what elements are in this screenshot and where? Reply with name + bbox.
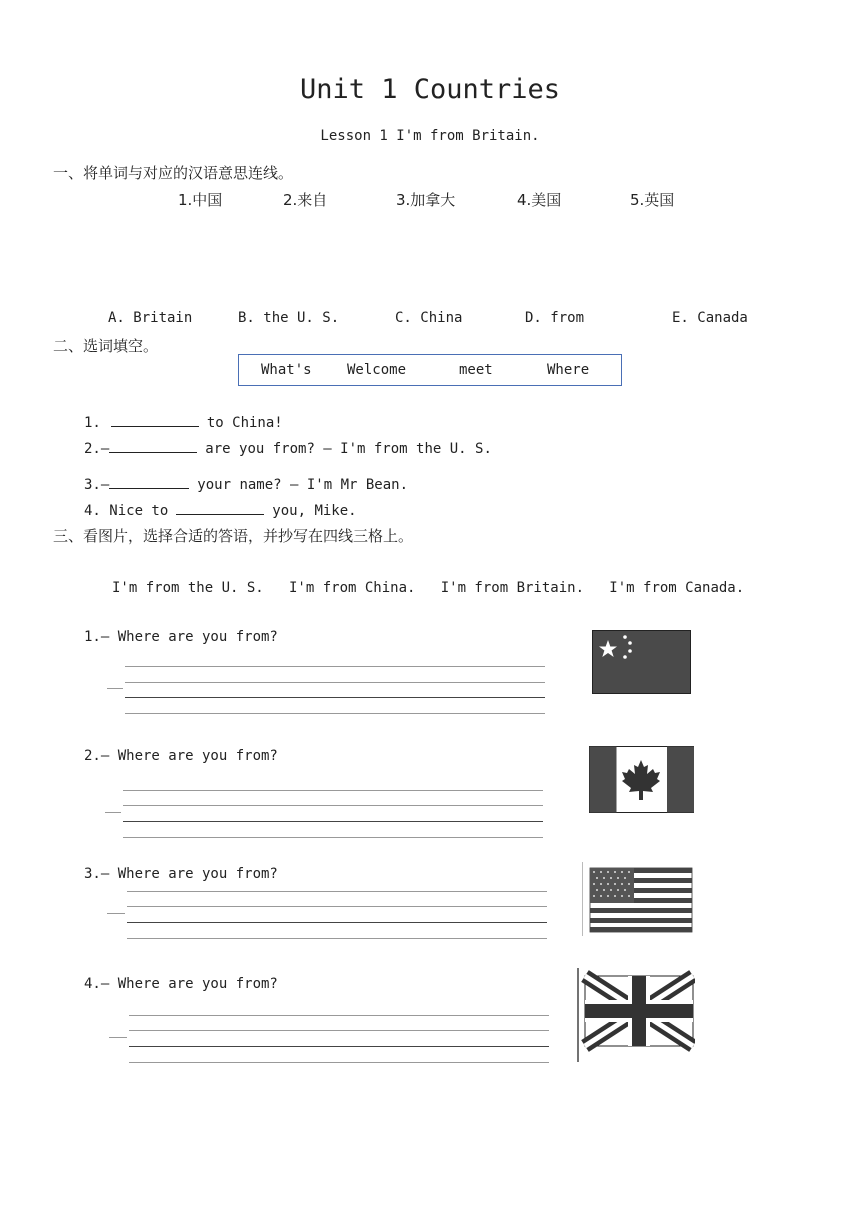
writing-lines-1[interactable] — [107, 666, 547, 721]
english-option-d: D. from — [525, 310, 585, 326]
section1-heading: 一、将单词与对应的汉语意思连线。 — [53, 164, 294, 182]
writing-lines-4[interactable] — [109, 1015, 551, 1070]
fill-question-4: 4. Nice to you, Mike. — [84, 500, 357, 519]
english-option-b: B. the U. S. — [238, 310, 340, 326]
flag-question-3: 3.— Where are you from? — [84, 866, 278, 882]
canada-flag-icon — [589, 746, 695, 814]
flag-question-4: 4.— Where are you from? — [84, 976, 278, 992]
english-option-e: E. Canada — [672, 310, 748, 326]
lesson-title: Lesson 1 I'm from Britain. — [320, 128, 540, 144]
word-bank-item: What's — [261, 362, 312, 378]
chinese-word-5: 5.英国 — [630, 191, 675, 209]
answer-blank[interactable] — [109, 474, 189, 489]
usa-flag-icon — [582, 862, 694, 936]
answer-blank[interactable] — [176, 500, 264, 515]
flag-question-1: 1.— Where are you from? — [84, 629, 278, 645]
english-option-c: C. China — [395, 310, 463, 326]
section3-heading: 三、看图片，选择合适的答语，并抄写在四线三格上。 — [53, 527, 414, 545]
page-title: Unit 1 Countries — [299, 74, 561, 105]
fill-question-1: 1. to China! — [84, 412, 283, 431]
writing-lines-3[interactable] — [107, 891, 549, 946]
writing-lines-2[interactable] — [105, 790, 545, 845]
answer-blank[interactable] — [111, 412, 199, 427]
english-option-a: A. Britain — [108, 310, 193, 326]
fill-question-2: 2.— are you from? — I'm from the U. S. — [84, 438, 492, 457]
uk-flag-icon — [577, 968, 695, 1062]
section2-heading: 二、选词填空。 — [53, 337, 159, 355]
word-bank-item: Welcome — [347, 362, 407, 378]
word-bank-box — [238, 354, 622, 386]
word-bank-item: meet — [459, 362, 493, 378]
chinese-word-2: 2.来自 — [283, 191, 328, 209]
answer-blank[interactable] — [109, 438, 197, 453]
chinese-word-3: 3.加拿大 — [396, 191, 456, 209]
answer-options: I'm from the U. S. I'm from China. I'm from Britain. I'm from Canada. — [112, 580, 745, 596]
chinese-word-4: 4.美国 — [517, 191, 562, 209]
fill-question-3: 3.— your name? — I'm Mr Bean. — [84, 474, 408, 493]
china-flag-icon — [592, 630, 692, 694]
word-bank-item: Where — [547, 362, 590, 378]
chinese-word-1: 1.中国 — [178, 191, 223, 209]
flag-question-2: 2.— Where are you from? — [84, 748, 278, 764]
